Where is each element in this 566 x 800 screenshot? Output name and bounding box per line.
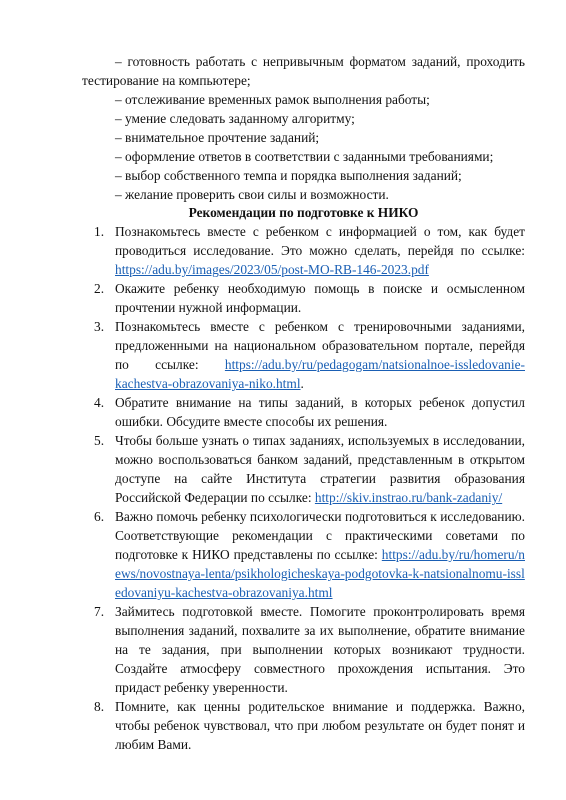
item-link[interactable]: https://adu.by/ru/pedagogam/natsionalnoe-issledovanie-kachestva-obrazovaniya-niko.html (115, 357, 525, 391)
item-text: Важно помочь ребенку психологически подготовиться к исследованию. Соответствующие рекомендации с практическими советами по подготовке к НИКО представлены по ссылке: (115, 509, 525, 562)
item-number: 7. (94, 604, 105, 619)
recommendations-list (82, 222, 525, 754)
item-number: 5. (94, 433, 105, 448)
item-text: Чтобы больше узнать о типах заданиях, используемых в исследовании, можно воспользоваться банком заданий, представленным в открытом доступе на сайте Института стратегии развития образования Российской Федерации по ссылке: (115, 433, 525, 505)
bullet-line: – отслеживание временных рамок выполнения работы; (115, 92, 430, 107)
list-item (82, 507, 525, 602)
item-number: 1. (94, 224, 105, 239)
recommendations-section (82, 203, 525, 754)
bullet-line: – оформление ответов в соответствии с заданными требованиями; (115, 149, 494, 164)
item-text: Познакомьтесь вместе с ребенком с тренировочными заданиями, предложенными на национальном образовательном портале, перейдя по ссылке: (115, 319, 525, 372)
item-text: Обратите внимание на типы заданий, в которых ребенок допустил ошибки. Обсудите вместе способы их решения. (115, 395, 525, 429)
item-text: Познакомьтесь вместе с ребенком с информацией о том, как будет проводиться исследование. Это можно сделать, перейдя по ссылке: (115, 224, 525, 258)
bullet-line: – внимательное прочтение заданий; (115, 130, 320, 145)
item-text: Окажите ребенку необходимую помощь в поиске и осмысленном прочтении нужной информации. (115, 281, 525, 315)
list-item (82, 602, 525, 697)
list-item (82, 317, 525, 393)
item-number: 4. (94, 395, 105, 410)
section-heading: Рекомендации по подготовке к НИКО (188, 205, 419, 220)
item-link[interactable]: https://adu.by/ru/homeru/news/novostnaya-lenta/psikhologicheskaya-podgotovka-k-natsionalnomu-issledovaniyu-kachestva-obrazovaniya.html (115, 547, 525, 600)
intro-block (82, 52, 525, 204)
list-item (82, 697, 525, 754)
item-number: 2. (94, 281, 105, 296)
intro-paragraph: – готовность работать с непривычным форматом заданий, проходить тестирование на компьютере; (82, 54, 525, 88)
list-item (82, 431, 525, 507)
list-item (82, 393, 525, 431)
list-item (82, 279, 525, 317)
item-link[interactable]: https://adu.by/images/2023/05/post-MO-RB-146-2023.pdf (115, 262, 429, 277)
item-link[interactable]: http://skiv.instrao.ru/bank-zadaniy/ (314, 490, 503, 505)
item-number: 8. (94, 699, 105, 714)
item-number: 6. (94, 509, 105, 524)
item-text-after: . (300, 376, 304, 391)
bullet-line: – умение следовать заданному алгоритму; (115, 111, 355, 126)
item-text: Помните, как ценны родительское внимание и поддержка. Важно, чтобы ребенок чувствовал, что при любом результате он будет понят и любим Вами. (115, 699, 525, 752)
bullet-line: – выбор собственного темпа и порядка выполнения заданий; (115, 168, 462, 183)
bullet-line: – желание проверить свои силы и возможности. (115, 187, 389, 202)
list-item (82, 222, 525, 279)
item-number: 3. (94, 319, 105, 334)
item-text: Займитесь подготовкой вместе. Помогите проконтролировать время выполнения заданий, похвалите за их выполнение, обратите внимание на те задания, при выполнении которых возникают трудности. Создайте атмосферу совместного прохождения испытания. Это придаст ребенку уверенности. (115, 604, 525, 695)
